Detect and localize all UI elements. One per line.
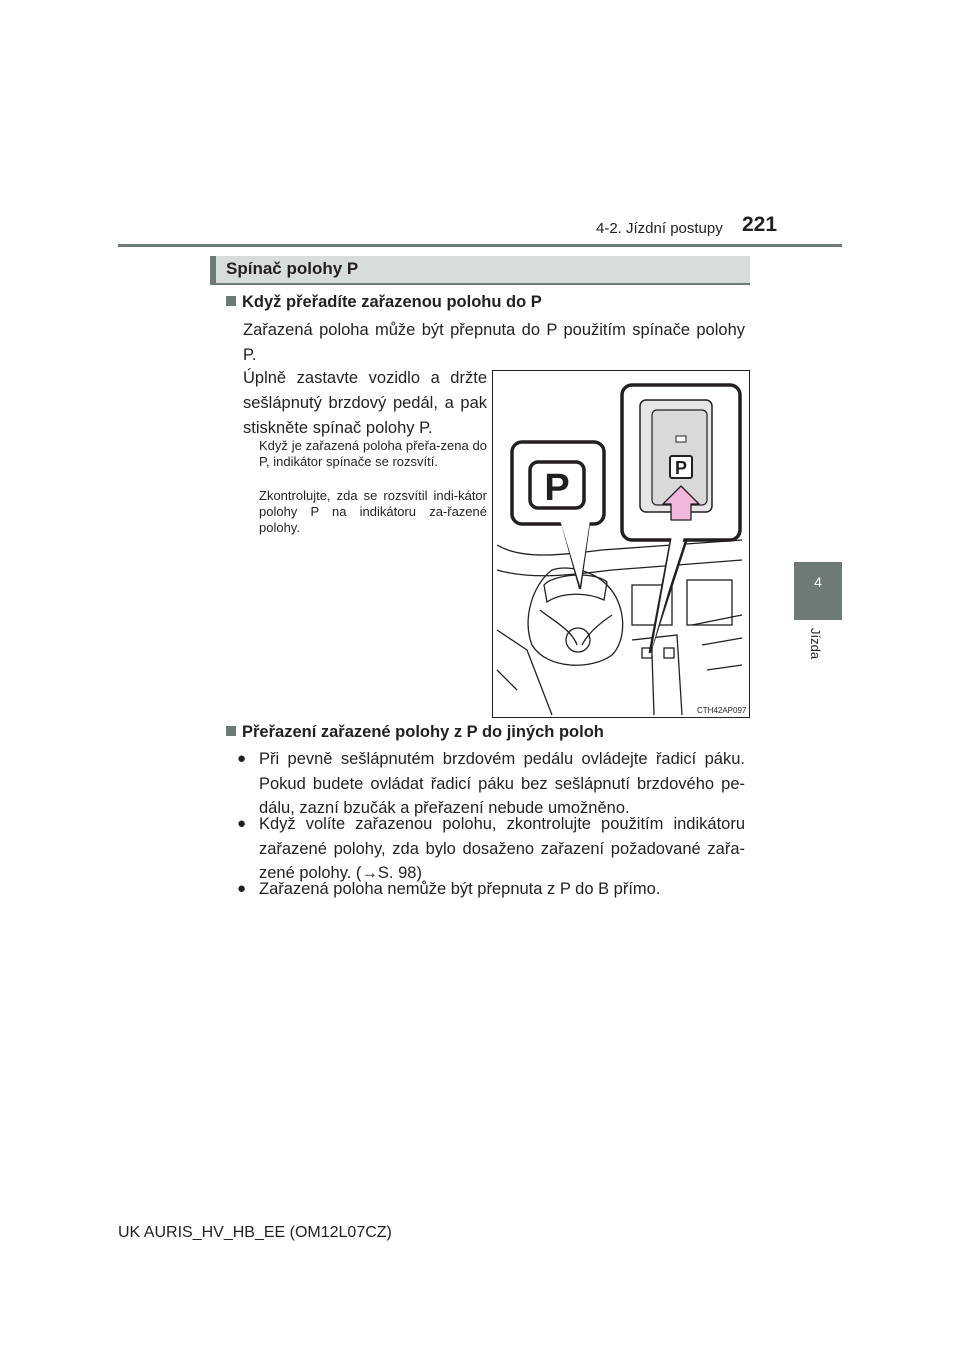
section-label: 4-2. Jízdní postupy [596, 220, 723, 237]
bullet-item [237, 747, 745, 821]
footer-doc-id: UK AURIS_HV_HB_EE (OM12L07CZ) [118, 1224, 392, 1241]
square-bullet-icon [226, 726, 236, 736]
circle-bullet-icon: ● [237, 815, 247, 832]
bullet-text: Zařazená poloha nemůže být přepnuta z P do B přímo. [259, 880, 661, 898]
section1-intro: Zařazená poloha může být přepnuta do P použitím spínače polohy P. [243, 321, 745, 364]
bullet-text: Při pevně sešlápnutém brzdovém pedálu ovládejte řadicí páku. Pokud budete ovládat řadicí páku bez sešlápnutí brzdového pe-dálu, zazní bzučák a přeřazení nebude umožněno. [259, 750, 745, 817]
section2-heading: Přeřazení zařazené polohy z P do jiných poloh [226, 723, 604, 742]
section1-heading: Když přeřadíte zařazenou polohu do P [226, 293, 542, 312]
figure-code: CTH42AP097 [697, 706, 747, 715]
switch-letter: P [674, 458, 688, 478]
page-number: 221 [742, 213, 778, 236]
note-1: Když je zařazená poloha přeřa-zena do P, indikátor spínače se rozsvítí. [259, 438, 487, 469]
bullet-item [237, 812, 745, 886]
section1-instruction: Úplně zastavte vozidlo a držte sešlápnutý brzdový pedál, a pak stiskněte spínač polohy P. [243, 369, 487, 437]
note-2: Zkontrolujte, zda se rozsvítil indi-kátor polohy P na indikátoru za-řazené polohy. [259, 488, 487, 535]
square-bullet-icon [226, 296, 236, 306]
box-title: Spínač polohy P [226, 259, 359, 278]
circle-bullet-icon: ● [237, 880, 247, 897]
dashboard-illustration [492, 370, 750, 718]
figure-p-switch [492, 370, 750, 718]
box-header-bar [210, 256, 216, 285]
header-rule [118, 244, 842, 247]
circle-bullet-icon: ● [237, 750, 247, 767]
chapter-title: Jízda [808, 628, 823, 660]
chapter-number: 4 [814, 574, 822, 590]
bullet-text: Když volíte zařazenou polohu, zkontrolujte použitím indikátoru zařazené polohy, zda bylo dosaženo zařazení požadované zařa-zené polohy. (→S. 98) [259, 815, 745, 882]
bullet-item [237, 877, 745, 902]
callout-letter: P [544, 467, 570, 509]
chapter-tab [794, 562, 842, 620]
